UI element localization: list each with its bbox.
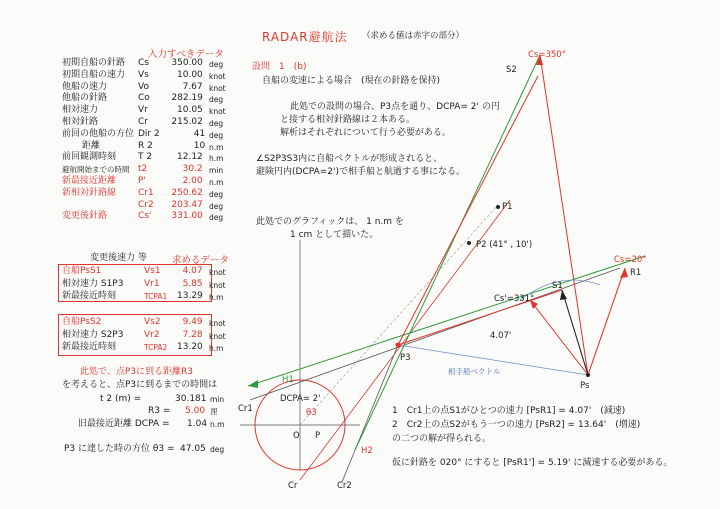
ps-to-s1 [562, 290, 588, 375]
input-label: 変更後針路 [62, 211, 108, 222]
input-value: 250.62 [171, 187, 203, 198]
label-h2: H2 [361, 446, 373, 456]
input-unit: min [209, 166, 224, 176]
group-unit: knot [209, 331, 226, 341]
input-unit: knot [209, 107, 226, 117]
input-unit: deg [209, 130, 224, 140]
calc-left-label: 変更後速力 等 [90, 253, 147, 263]
input-label: 新最接近距離 [62, 176, 117, 186]
input-symbol: Co [138, 93, 150, 104]
input-symbol: Cr [138, 117, 148, 127]
label-h1: H1 [282, 375, 294, 385]
group-symbol: Vr1 [144, 278, 160, 289]
input-label: 初期自船の速力 [62, 69, 126, 80]
group-label: 自船PsS2 [62, 317, 102, 327]
p1-point [496, 205, 500, 209]
input-unit: knot [209, 83, 226, 93]
question-sub: 自船の変速による場合 (現在の針路を保持) [262, 76, 441, 86]
r3-value: 5.00 [185, 406, 206, 416]
input-unit: deg [209, 95, 224, 105]
label-407: 4.07' [490, 331, 512, 341]
input-unit: n.m [209, 142, 224, 152]
label-cr1: Cr1 [238, 404, 253, 414]
group-value: 9.49 [182, 317, 203, 327]
t2-unit: min [210, 395, 225, 404]
result-line1: 1 Cr1上の点S1がひとつの速力 [PsR1] = 4.07' (減速) [392, 406, 626, 416]
cr1-line [250, 268, 620, 400]
input-unit: knot [209, 71, 226, 81]
arrow-h1 [248, 380, 258, 388]
desc-line3: 解析はそれぞれについて行う必要がある。 [280, 128, 451, 138]
group-value: 5.85 [182, 278, 203, 289]
label-p1: P1 [502, 202, 513, 212]
r3-label: R3 = [148, 406, 171, 416]
input-value: 215.02 [171, 117, 203, 127]
desc-line2: と接する相対針路線は２本ある。 [280, 115, 416, 125]
group-symbol: TCPA1 [144, 292, 168, 301]
group-symbol: TCPA2 [144, 343, 168, 352]
input-value: 2.00 [182, 176, 203, 186]
input-value: 30.2 [182, 164, 203, 175]
input-label: 前回の他船の方位 [62, 128, 135, 139]
input-value: 7.67 [182, 81, 203, 92]
input-unit: n.m [209, 178, 224, 187]
input-symbol: Vr [138, 105, 148, 116]
input-value: 10.00 [177, 69, 203, 80]
ps-point [586, 373, 590, 377]
input-symbol: Cr2 [138, 199, 154, 210]
input-unit: h.m [209, 154, 224, 164]
input-symbol: Cs [138, 58, 149, 68]
input-symbol: T 2 [138, 152, 153, 163]
input-symbol: Cs' [138, 211, 152, 222]
group-value: 4.07 [182, 266, 203, 276]
ps-to-r1 [588, 268, 625, 375]
input-unit: deg [209, 189, 224, 199]
input-label: 他船の速力 [62, 81, 108, 92]
label-cr: Cr [288, 481, 298, 491]
label-r1: R1 [630, 268, 642, 278]
input-symbol: Vs [138, 69, 149, 80]
dir-value: 47.05 [180, 444, 206, 454]
input-value: 350.00 [171, 58, 203, 68]
label-cs20: Cs=20° [614, 255, 647, 265]
label-o: O [293, 431, 300, 441]
input-label: 新相対針路線 [62, 187, 117, 198]
label-p2: P2 (41° , 10') [476, 240, 533, 250]
group-symbol: Vr2 [144, 329, 160, 340]
input-value: 41 [193, 128, 206, 139]
group-unit: h.m [209, 344, 224, 353]
input-label: 他船の針路 [62, 93, 108, 104]
result-line3: の二つの解が得られる。 [392, 434, 492, 444]
desc-line7: 1 cm として描いた。 [290, 230, 379, 240]
label-cr2: Cr2 [337, 481, 352, 491]
bottom-line2: を考えると、点P3に到るまでの時間は [62, 380, 218, 390]
arrow-s1 [560, 290, 567, 300]
calc-right-label: 求めるデータ [172, 255, 230, 266]
group-value: 13.29 [177, 291, 203, 301]
group-symbol: Vs2 [144, 317, 161, 327]
input-label: 初期自船の針路 [62, 58, 126, 68]
bottom-line1: 此処で、点P3に到る距離R3 [80, 367, 193, 377]
title-note: （求める値は赤字の部分） [362, 31, 465, 41]
input-value: 203.47 [171, 199, 203, 210]
input-unit: deg [209, 60, 224, 69]
ps-to-cs350 [540, 55, 588, 375]
input-heading: 入力すべきデータ [148, 49, 224, 60]
old-dcpa-value: 1.04 [187, 419, 208, 429]
label-other-vector: 相手船ベクトル [448, 367, 501, 376]
input-symbol: R 2 [138, 140, 153, 151]
group-value: 7.28 [182, 329, 203, 340]
p2-point [467, 241, 471, 245]
group-label: 相対速力 S2P3 [62, 329, 124, 340]
old-dcpa-unit: n.m [210, 420, 225, 429]
group-unit: knot [209, 268, 226, 277]
label-dcpa: DCPA= 2' [280, 394, 321, 404]
input-symbol: Dir 2 [138, 128, 160, 139]
group-unit: knot [209, 280, 226, 290]
group-symbol: Vs1 [144, 266, 161, 276]
input-value: 10.05 [177, 105, 203, 116]
input-label: 距離 [82, 140, 101, 151]
t2-value: 30.181 [175, 394, 207, 404]
input-unit: deg [209, 119, 224, 128]
group-label: 新最接近時刻 [62, 342, 117, 352]
cr2-line [342, 345, 398, 482]
input-value: 282.19 [171, 93, 203, 104]
label-theta: θ3 [306, 408, 317, 418]
group-unit: knot [209, 319, 226, 328]
label-s2: S2 [506, 65, 517, 75]
label-p: P [315, 431, 321, 441]
r3-unit: 浬 [210, 407, 218, 416]
desc-line4: ∠S2P3S3内に自船ベクトルが形成されると、 [256, 154, 443, 164]
dir-unit: deg [210, 445, 225, 454]
input-label: 相対針路 [62, 117, 99, 127]
result-line4: 仮に針路を 020° にすると [PsR1'] = 5.19' に減速する必要がある。 [392, 458, 673, 468]
input-symbol: Vo [138, 81, 149, 92]
label-ps: Ps [580, 381, 590, 391]
dir-label: P3 に達した時の方位 θ3 = [64, 444, 175, 454]
result-line2: 2 Cr2上の点S2がもう一つの速力 [PsR2] = 13.64' (増速) [392, 420, 641, 430]
input-label: 相対速力 [62, 105, 99, 116]
group-value: 13.20 [177, 342, 203, 352]
label-cs331: Cs'=331° [494, 294, 535, 304]
input-label: 前回観測時刻 [62, 152, 117, 163]
input-value: 331.00 [171, 211, 203, 222]
page-title: RADAR避航法 [262, 30, 348, 44]
p3-point [396, 343, 401, 348]
t2-label: t 2 (m) = [100, 394, 142, 404]
desc-line5: 避険円内(DCPA=2')で相手船と航過する事になる。 [256, 167, 465, 177]
input-symbol: P' [138, 176, 146, 186]
desc-line6: 此処でのグラフィックは、 1 n.m を [256, 217, 404, 227]
group-label: 新最接近時刻 [62, 291, 117, 301]
input-symbol: Cr1 [138, 187, 154, 198]
group-unit: h.m [209, 293, 224, 302]
desc-line1: 此処での設問の場合、P3点を通り、DCPA= 2' の円 [290, 102, 500, 112]
input-symbol: t2 [138, 164, 148, 175]
question-title: 設問 1 (b) [252, 62, 307, 72]
group-label: 自船PsS1 [62, 266, 102, 276]
label-p3: P3 [400, 353, 411, 363]
ps-to-cs331 [530, 300, 588, 375]
input-label: 避航開始までの時間 [62, 165, 130, 175]
input-unit: deg [209, 213, 224, 223]
input-value: 12.12 [177, 152, 203, 163]
input-unit: deg [209, 201, 224, 211]
group-label: 相対速力 S1P3 [62, 278, 124, 289]
input-value: 10 [193, 140, 206, 151]
old-dcpa-label: 旧最接近距離 DCPA = [78, 419, 170, 429]
label-s1: S1 [552, 281, 563, 291]
label-cs350: Cs=350° [528, 50, 566, 60]
